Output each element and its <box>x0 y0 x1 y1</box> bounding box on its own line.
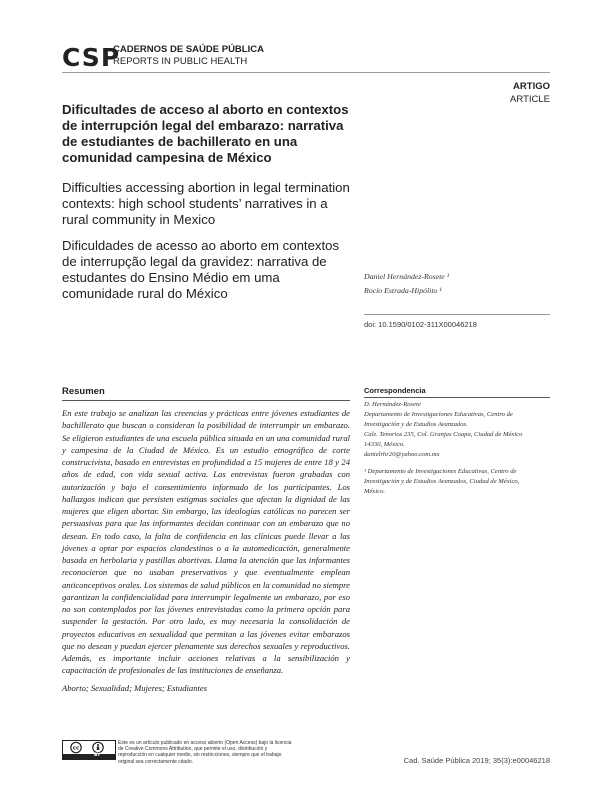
correspondence-institution: Departamento de Investigaciones Educativas, Centro de <box>364 411 513 418</box>
journal-logo: CSP <box>62 43 121 72</box>
svg-text:cc: cc <box>72 745 80 752</box>
affiliation: México. <box>364 488 386 495</box>
article-type-pt: ARTIGO <box>513 81 550 92</box>
affiliation: ¹ Departamento de Investigaciones Educativas, Centro de <box>364 468 517 475</box>
correspondence-block <box>364 400 550 497</box>
author: Daniel Hernández-Rosete ¹ <box>364 272 450 281</box>
abstract-divider <box>62 400 350 401</box>
abstract-heading: Resumen <box>62 386 105 397</box>
spacer <box>364 460 550 467</box>
correspondence-address: 14330, México. <box>364 441 405 448</box>
cc-license-badge[interactable] <box>62 740 116 760</box>
article-type-en: ARTICLE <box>510 94 550 105</box>
affiliation: Investigación y de Estudios Avanzados, Ciudad de México, <box>364 478 520 485</box>
license-text: Este es un artículo publicado en acceso abierto (Open Access) bajo la licencia de Creative Commons Attribution, que permite el uso, distribución y reproducción en cualquier medio, sin restricciones, siempre que el trabajo original sea correctamente citado. <box>118 740 292 765</box>
cc-by-icons <box>63 741 115 754</box>
correspondence-name: D. Hernández-Rosete <box>364 401 421 408</box>
doi-link[interactable]: doi: 10.1590/0102-311X00046218 <box>364 320 477 329</box>
correspondence-email[interactable]: danielrhr20@yahoo.com.mx <box>364 451 440 458</box>
article-type <box>510 80 550 106</box>
journal-name-line2: REPORTS IN PUBLIC HEALTH <box>113 56 248 67</box>
title-portuguese: Dificuldades de acesso ao aborto em contextos de interrupção legal da gravidez: narrativa de estudantes do Ensino Médio em uma comunidade rural do México <box>62 238 340 301</box>
cc-icon <box>71 742 81 752</box>
title-english: Difficulties accessing abortion in legal termination contexts: high school students’ narratives in a rural community in Mexico <box>62 180 350 227</box>
journal-name <box>113 44 264 68</box>
author-list <box>364 270 449 298</box>
title-spanish: Dificultades de acceso al aborto en contextos de interrupción legal del embarazo: narrativa de estudiantes de bachillerato en una comunidad campesina de México <box>62 102 349 165</box>
by-icon <box>93 742 103 752</box>
cc-badge-bar <box>63 754 115 759</box>
correspondence-institution: Investigación y de Estudios Avanzados. <box>364 421 468 428</box>
journal-name-line1: CADERNOS DE SAÚDE PÚBLICA <box>113 44 264 55</box>
doi-divider <box>364 314 550 315</box>
citation: Cad. Saúde Pública 2019; 35(3):e00046218 <box>403 756 550 765</box>
abstract-text: En este trabajo se analizan las creencias y prácticas entre jóvenes estudiantes de bachillerato que buscan o consideran la posibilidad de interrumpir un embarazo. Se eligieron estudiantes de una escuela pública situada en un una comunidad rural y campesina de la Ciudad de México. Es un estudio etnográfico de corte construcivista, basado en entrevistas en profundidad a 15 mujeres de entre 18 y 24 años de edad, con vida sexual activa. Las entrevistas fueron grabadas con autorización y bajo el consentimiento informado de los participantes. Los hallazgos indican que persisten estigmas sociales que afectan la dignidad de las mujeres que eligen abortar. Sin embargo, las ideologías católicas no parecen ser persuasivas para que las informantes decidan continuar con un embarazo que no desean. En todo caso, la falta de confidencia en las clínicas puede llevar a las jóvenes a optar por espacios clandestinos o a la automedicación, generalmente basada en herbolaria y pastillas abortivas. Llama la atención que las informantes reconocieron que no usaban preservativos y que eventualmente emplean anticonceptivos orales. Los sistemas de salud públicos en la comunidad no siempre garantizan la confidencialidad para interrumpir legalmente un embarazo, por eso no son contemplados por las jóvenes entrevistadas como la primera opción para suspender la gestación. Por otro lado, es muy necesaria la consolidación de proyectos educativos en sexualidad que permitan a las jóvenes evitar embarazos que no desean y puedan ejercer plenamente sus derechos sexuales y reproductivos. Además, es importante incluir acciones relativas a la sensibilización y capacitación de profesionales de las instituciones de enseñanza. <box>62 408 350 676</box>
header-divider <box>62 72 550 73</box>
keywords: Aborto; Sexualidad; Mujeres; Estudiantes <box>62 683 208 693</box>
correspondence-heading: Correspondencia <box>364 386 426 395</box>
correspondence-address: Calz. Tenorios 235, Col. Granjas Coapa, Ciudad de México <box>364 431 523 438</box>
correspondence-divider <box>364 397 550 398</box>
author: Rocío Estrada-Hipólito ¹ <box>364 286 442 295</box>
cc-badge-label: BY <box>94 753 101 758</box>
